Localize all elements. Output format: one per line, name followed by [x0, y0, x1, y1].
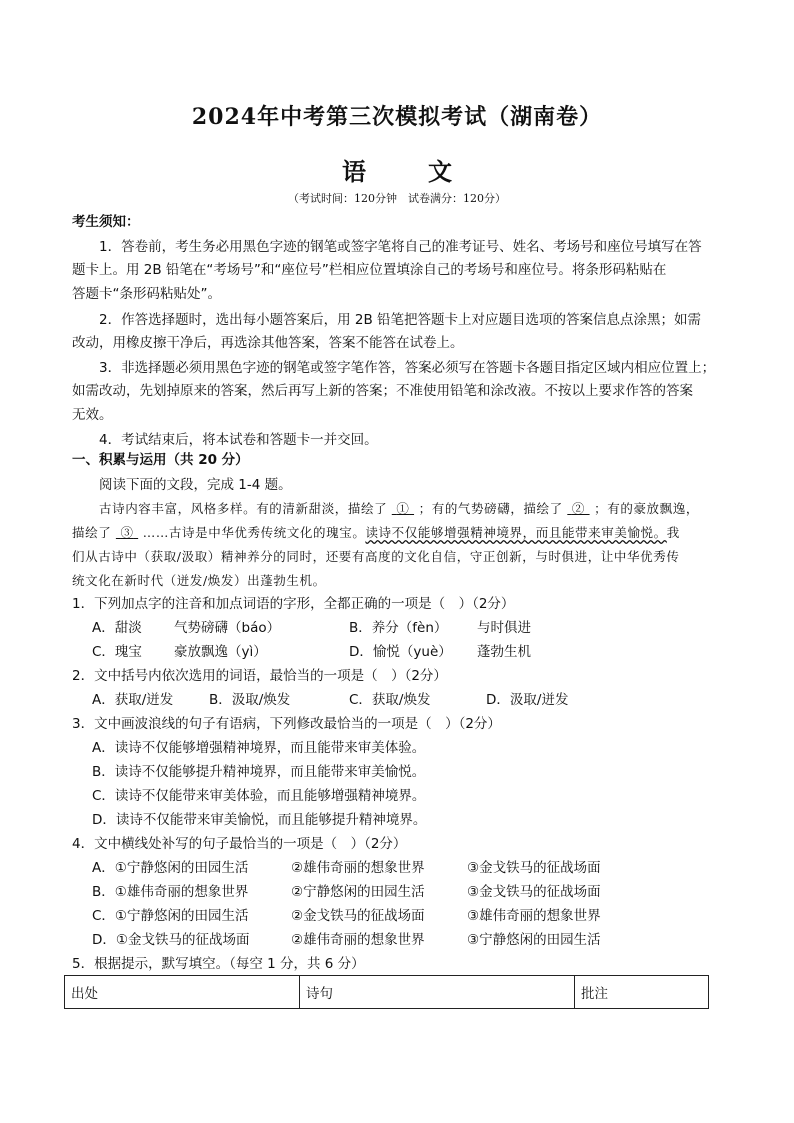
question-1-stem: 1．下列加点字的注音和加点词语的字形，全都正确的一项是（ ）（2分）: [72, 596, 515, 612]
notice-line: 4．考试结束后，将本试卷和答题卡一并交回。: [99, 432, 378, 448]
subject-heading: [0, 152, 794, 187]
notice-line: 如需改动，先划掉原来的答案，然后再写上新的答案；不准使用铅笔和涂改液。不按以上要求作答的答案: [72, 383, 693, 399]
notice-line: 答题卡“条形码粘贴处”。: [72, 286, 221, 302]
exam-time-info: （考试时间：120分钟 试卷满分：120分）: [288, 192, 506, 205]
q4-option-b-2: ②宁静悠闲的田园生活: [291, 884, 425, 900]
q3-option-d: D．读诗不仅能带来审美愉悦，而且能够提升精神境界。: [92, 812, 427, 828]
q1-option-c: C．瑰宝: [92, 644, 142, 660]
notice-line: 3．非选择题必须用黑色字迹的钢笔或签字笔作答，答案必须写在答题卡各题目指定区域内相应位置上；: [99, 360, 716, 376]
q4-option-c-1: C．①宁静悠闲的田园生活: [92, 908, 249, 924]
passage-line: 古诗内容丰富，风格多样。有的清新甜淡，描绘了 ① ；有的气势磅礴，描绘了 ② ；有的豪放飘逸，: [99, 501, 699, 516]
q1-option-a: A．甜淡: [92, 620, 142, 636]
q4-option-d-3: ③宁静悠闲的田园生活: [467, 932, 601, 948]
q4-option-b-3: ③金戈铁马的征战场面: [467, 884, 601, 900]
question-2-stem: 2．文中括号内依次选用的词语，最恰当的一项是（ ）（2分）: [72, 668, 447, 684]
recitation-table: [64, 975, 709, 1009]
q3-option-b: B．读诗不仅能够提升精神境界，而且能带来审美愉悦。: [92, 764, 426, 780]
q1-option-d-detail: 蓬勃生机: [477, 644, 531, 660]
question-3-stem: 3．文中画波浪线的句子有语病，下列修改最恰当的一项是（ ）（2分）: [72, 716, 501, 732]
subject-char-right: 文: [428, 157, 452, 186]
q1-option-c-detail: 豪放飘逸（yì）: [174, 644, 267, 660]
notice-line: 2．作答选择题时，选出每小题答案后，用 2B 铅笔把答题卡上对应题目选项的答案信息点涂黑；如需: [99, 312, 702, 328]
q2-option-b: B．汲取/焕发: [209, 692, 291, 708]
q4-option-a-2: ②雄伟奇丽的想象世界: [291, 860, 425, 876]
passage-line: 描绘了 ③ ……古诗是中华优秀传统文化的瑰宝。读诗不仅能够增强精神境界，而且能带来审美愉悦。我: [72, 525, 680, 540]
q2-option-d: D．汲取/迸发: [486, 692, 569, 708]
table-header-source: 出处: [65, 976, 300, 1009]
table-header-verse: 诗句: [300, 976, 575, 1009]
blank-1: ①: [396, 501, 410, 516]
blank-2: ②: [571, 501, 585, 516]
notice-line: 1．答卷前，考生务必用黑色字迹的钢笔或签字笔将自己的准考证号、姓名、考场号和座位号填写在答: [99, 239, 702, 255]
question-4-stem: 4．文中横线处补写的句子最恰当的一项是（ ）（2分）: [72, 836, 407, 852]
q3-option-c: C．读诗不仅能带来审美体验，而且能够增强精神境界。: [92, 788, 426, 804]
q1-option-d: D．愉悦（yuè）: [349, 644, 452, 660]
q4-option-b-1: B．①雄伟奇丽的想象世界: [92, 884, 249, 900]
notice-line: 无效。: [72, 407, 113, 423]
q1-option-a-detail: 气势磅礴（báo）: [174, 620, 281, 636]
q2-option-a: A．获取/迸发: [92, 692, 174, 708]
q4-option-c-3: ③雄伟奇丽的想象世界: [467, 908, 601, 924]
question-5-stem: 5．根据提示，默写填空。（每空 1 分，共 6 分）: [72, 956, 365, 972]
q3-option-a: A．读诗不仅能够增强精神境界，而且能带来审美体验。: [92, 740, 426, 756]
blank-3: ③: [120, 525, 134, 540]
q4-option-c-2: ②金戈铁马的征战场面: [291, 908, 425, 924]
q4-option-d-1: D．①金戈铁马的征战场面: [92, 932, 250, 948]
q4-option-d-2: ②雄伟奇丽的想象世界: [291, 932, 425, 948]
section-heading: 一、积累与运用（共 20 分）: [72, 452, 249, 468]
notice-heading: 考生须知：: [72, 214, 140, 230]
notice-line: 题卡上。用 2B 铅笔在“考场号”和“座位号”栏相应位置填涂自己的考场号和座位号。将条形码粘贴在: [72, 262, 667, 278]
reading-intro: 阅读下面的文段，完成 1-4 题。: [99, 477, 292, 493]
q2-option-c: C．获取/焕发: [349, 692, 431, 708]
q1-option-b-detail: 与时俱进: [477, 620, 531, 636]
q4-option-a-3: ③金戈铁马的征战场面: [467, 860, 601, 876]
notice-line: 改动，用橡皮擦干净后，再选涂其他答案，答案不能答在试卷上。: [72, 335, 464, 351]
passage-line: 们从古诗中（获取/汲取）精神养分的同时，还要有高度的文化自信，守正创新，与时俱进，让中华优秀传: [72, 549, 680, 564]
wavy-sentence: 读诗不仅能够增强精神境界，而且能带来审美愉悦。: [365, 525, 667, 540]
passage-line: 统文化在新时代（迸发/焕发）出蓬勃生机。: [72, 573, 326, 588]
subject-char-left: 语: [342, 157, 366, 186]
table-header-row: [65, 976, 709, 1009]
q1-option-b: B．养分（fèn）: [349, 620, 448, 636]
table-header-note: 批注: [575, 976, 709, 1009]
exam-title: 2024年中考第三次模拟考试（湖南卷）: [191, 104, 603, 130]
q4-option-a-1: A．①宁静悠闲的田园生活: [92, 860, 249, 876]
